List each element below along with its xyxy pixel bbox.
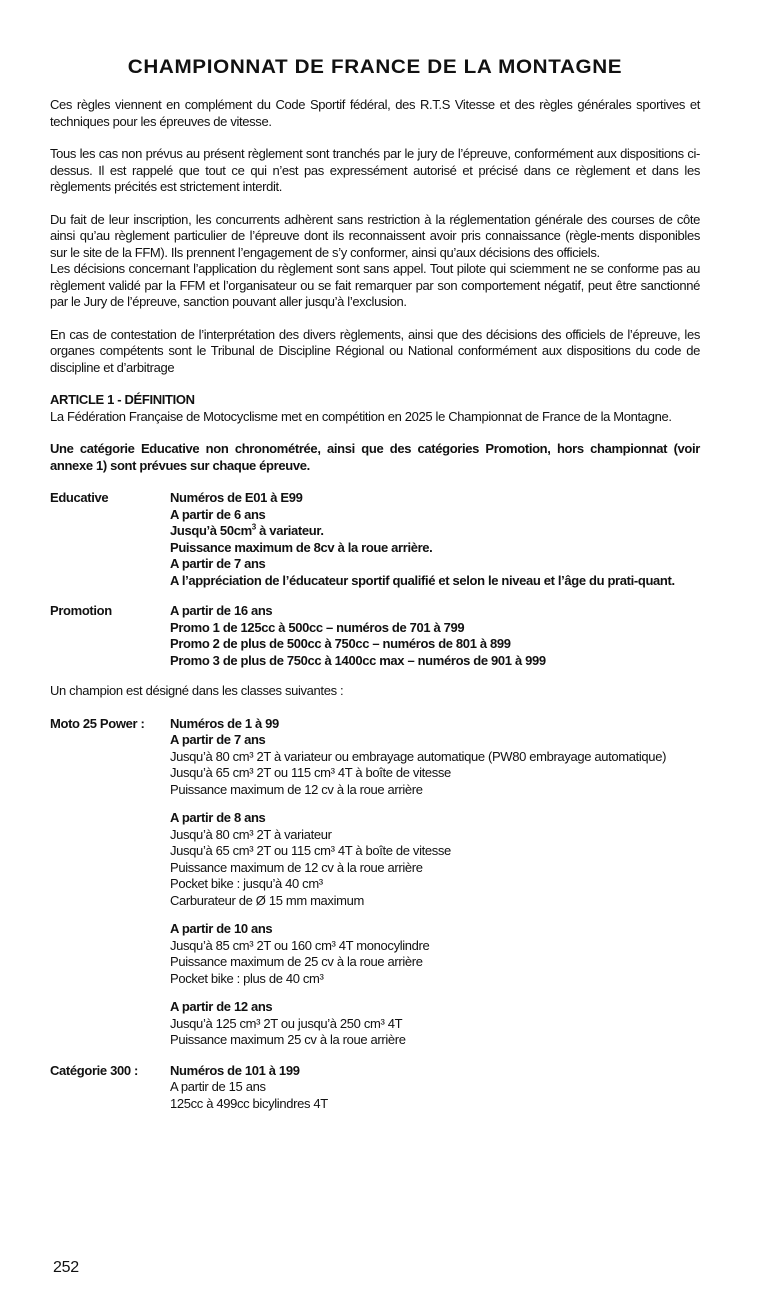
cat300-bold-line: Numéros de 101 à 199 [170, 1062, 300, 1078]
moto25-group-10-ans [170, 921, 700, 987]
champion-intro: Un champion est désigné dans les classes suivantes : [50, 683, 344, 698]
intro-paragraph-2: Tous les cas non prévus au présent règlement sont tranchés par le jury de l’épreuve, conformément aux dispositions ci-dessus. Il est rappelé que tout ce qui n’est pas expressément autorisé et précisé dans ce règlement et dans les règlements précités est strictement interdit. [50, 146, 700, 194]
moto25-bold-line: Numéros de 1 à 99 [170, 715, 279, 731]
moto25-line: Jusqu’à 65 cm³ 2T ou 115 cm³ 4T à boîte de vitesse [170, 843, 451, 858]
moto25-line: Pocket bike : jusqu’à 40 cm³ [170, 876, 323, 891]
moto25-line: Jusqu’à 80 cm³ 2T à variateur [170, 826, 332, 842]
moto25-line: Carburateur de Ø 15 mm maximum [170, 892, 364, 908]
article-1-heading: ARTICLE 1 - DÉFINITION [50, 392, 195, 407]
cat300-description [170, 1063, 700, 1113]
educative-term: Educative [50, 490, 109, 505]
educative-line-part: à variateur. [255, 523, 324, 538]
educative-line [170, 523, 700, 540]
superscript: 3 [251, 522, 256, 532]
moto25-group-8-ans [170, 810, 700, 909]
moto25-line: Jusqu’à 85 cm³ 2T ou 160 cm³ 4T monocylindre [170, 937, 430, 953]
intro-paragraph-3: Du fait de leur inscription, les concurrents adhèrent sans restriction à la réglementation générale des courses de côte ainsi qu’au règlement particulier de l’épreuve dont ils reconnaissent avoir pris connaissance (règle-ments disponibles sur le site de la FFM). Ils prennent l’engagement de s’y conformer, ainsi qu’aux décisions des officiels. [50, 211, 700, 260]
intro-paragraph-4: Les décisions concernant l’application du règlement sont sans appel. Tout pilote qui sciemment ne se conforme pas au règlement validé par la FFM et l’organisateur ou se fait remarquer par son comportement négatif, peut être sanctionné par le Jury de l’épreuve, sanction pouvant aller jusqu’à l’exclusion. [50, 261, 700, 309]
educative-line: A partir de 6 ans [170, 506, 266, 522]
educative-line: A l’appréciation de l’éducateur sportif qualifié et selon le niveau et l’âge du prati-quant. [170, 572, 675, 588]
moto25-description [170, 716, 700, 1049]
article-1-text: La Fédération Française de Motocyclisme met en compétition en 2025 le Championnat de France de la Montagne. [50, 408, 672, 424]
promotion-line: Promo 3 de plus de 750cc à 1400cc max – numéros de 901 à 999 [170, 652, 546, 668]
cat300-term: Catégorie 300 : [50, 1062, 138, 1078]
promotion-section [50, 603, 700, 669]
moto25-line: Puissance maximum de 12 cv à la roue arrière [170, 859, 423, 875]
promotion-description [170, 603, 700, 669]
promotion-line: A partir de 16 ans [170, 603, 273, 618]
promotion-line: Promo 1 de 125cc à 500cc – numéros de 701 à 799 [170, 619, 465, 635]
educative-description [170, 490, 700, 589]
moto25-bold-line: A partir de 10 ans [170, 921, 273, 936]
cat300-section [50, 1063, 700, 1113]
page-number: 252 [53, 1259, 79, 1276]
cat300-line: 125cc à 499cc bicylindres 4T [170, 1095, 328, 1111]
moto25-line: Jusqu’à 125 cm³ 2T ou jusqu’à 250 cm³ 4T [170, 1015, 403, 1031]
promotion-term: Promotion [50, 603, 112, 618]
moto25-term: Moto 25 Power : [50, 715, 145, 731]
intro-paragraph-5: En cas de contestation de l’interprétation des divers règlements, ainsi que des décisions des officiels de l’épreuve, les organes compétents sont le Tribunal de Discipline Régional ou National conformément aux dispositions du code de discipline et d’arbitrage [50, 326, 700, 375]
moto25-line: Puissance maximum 25 cv à la roue arrière [170, 1032, 406, 1047]
moto25-line: Jusqu’à 80 cm³ 2T à variateur ou embrayage automatique (PW80 embrayage automatique) [170, 748, 667, 764]
moto25-bold-line: A partir de 8 ans [170, 810, 266, 825]
moto25-group-12-ans [170, 999, 700, 1049]
moto25-group-7-ans [170, 716, 700, 799]
moto25-section [50, 716, 700, 1049]
moto25-line: Jusqu’à 65 cm³ 2T ou 115 cm³ 4T à boîte de vitesse [170, 765, 451, 780]
educative-line: Numéros de E01 à E99 [170, 490, 303, 505]
moto25-line: Puissance maximum de 25 cv à la roue arrière [170, 954, 423, 969]
document-page [50, 56, 700, 1126]
educative-line: Puissance maximum de 8cv à la roue arrière. [170, 539, 433, 555]
educative-section [50, 490, 700, 589]
moto25-bold-line: A partir de 12 ans [170, 999, 273, 1014]
moto25-line: Pocket bike : plus de 40 cm³ [170, 970, 324, 986]
article-1-bold-text: Une catégorie Educative non chronométrée, ainsi que des catégories Promotion, hors championnat (voir annexe 1) sont prévues sur chaque épreuve. [50, 441, 700, 473]
moto25-bold-line: A partir de 7 ans [170, 732, 266, 747]
educative-line: A partir de 7 ans [170, 556, 266, 571]
intro-paragraph-1: Ces règles viennent en complément du Code Sportif fédéral, des R.T.S Vitesse et des règles générales sportives et techniques pour les épreuves de vitesse. [50, 97, 700, 129]
page-title: CHAMPIONNAT DE FRANCE DE LA MONTAGNE [127, 56, 623, 78]
moto25-line: Puissance maximum de 12 cv à la roue arrière [170, 781, 423, 797]
educative-line-part: Jusqu’à 50cm [170, 523, 252, 538]
promotion-line: Promo 2 de plus de 500cc à 750cc – numéros de 801 à 899 [170, 636, 511, 651]
cat300-line: A partir de 15 ans [170, 1079, 266, 1094]
